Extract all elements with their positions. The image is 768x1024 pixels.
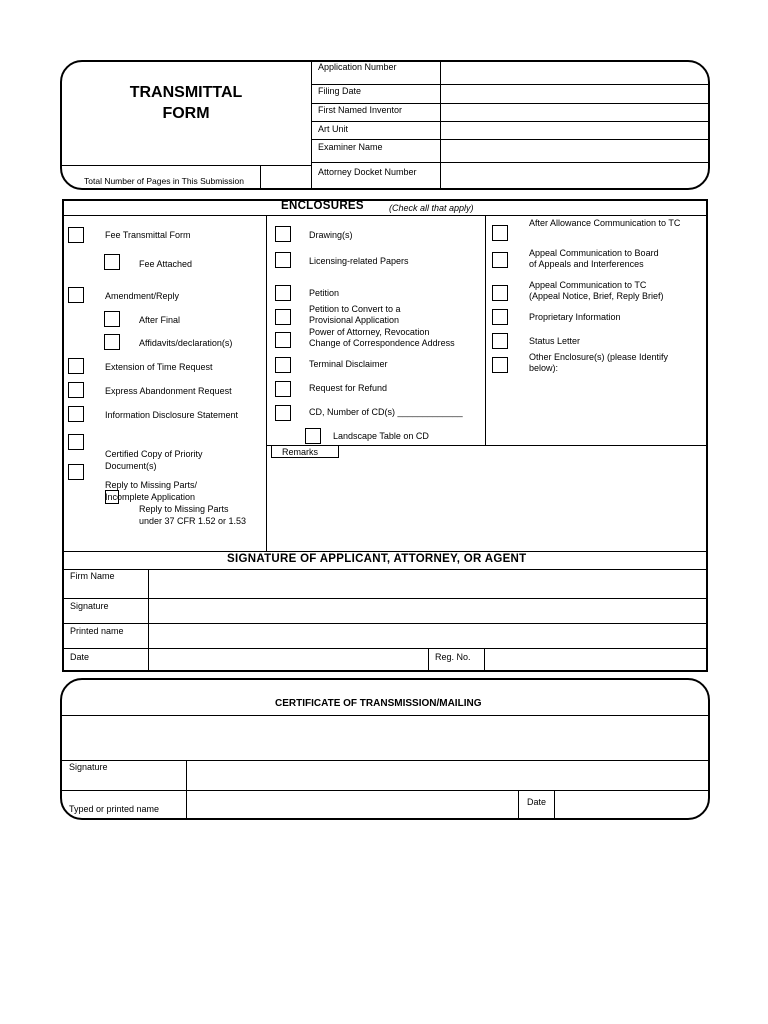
remarks-label: Remarks [282, 447, 319, 457]
appeals-interferences-label: of Appeals and Interferences [529, 259, 644, 269]
first-inventor-label: First Named Inventor [318, 105, 403, 115]
fee-attached-label: Fee Attached [139, 259, 193, 269]
reply-missing-parts-label: Reply to Missing Parts/ [105, 480, 198, 490]
cert-typed-name-input[interactable] [188, 792, 516, 818]
certified-copy-label: Certified Copy of Priority [105, 449, 203, 459]
cert-label-divider [186, 761, 187, 819]
terminal-disclaimer-checkbox[interactable] [275, 357, 291, 373]
header-vdivider [311, 61, 312, 189]
reg-no-input[interactable] [486, 650, 706, 669]
header-hline [312, 103, 708, 104]
certificate-title: CERTIFICATE OF TRANSMISSION/MAILING [275, 698, 482, 709]
cert-typed-name-label: Typed or printed name [69, 804, 160, 814]
after-allowance-label: After Allowance Communication to TC [529, 218, 681, 228]
signature-input[interactable] [150, 600, 706, 622]
printed-name-label: Printed name [70, 626, 124, 636]
firm-name-input[interactable] [150, 571, 706, 597]
cert-date-divider [518, 791, 519, 819]
sig-row-line [63, 623, 707, 624]
licensing-label: Licensing-related Papers [309, 256, 409, 266]
affidavits-checkbox[interactable] [104, 334, 120, 350]
appeal-tc-label: Appeal Communication to TC [529, 280, 647, 290]
application-number-label: Application Number [318, 62, 397, 72]
filing-date-value[interactable] [446, 87, 704, 101]
certified-copy-label-2: Document(s) [105, 461, 157, 471]
art-unit-value[interactable] [446, 124, 704, 138]
cert-signature-label: Signature [69, 762, 108, 772]
examiner-name-label: Examiner Name [318, 142, 383, 152]
appeal-board-checkbox[interactable] [492, 252, 508, 268]
enclosures-subtitle: (Check all that apply) [389, 203, 474, 213]
other-enclosure-checkbox[interactable] [492, 357, 508, 373]
printed-name-input[interactable] [150, 625, 706, 647]
other-enclosure-label: Other Enclosure(s) (please Identify [529, 352, 669, 362]
enc-col-divider [266, 216, 267, 552]
enclosures-title: ENCLOSURES [281, 200, 364, 212]
firm-name-label: Firm Name [70, 571, 115, 581]
cert-title-line [61, 715, 708, 716]
petition-convert-checkbox[interactable] [275, 309, 291, 325]
header-hline [312, 162, 708, 163]
proprietary-checkbox[interactable] [492, 309, 508, 325]
reg-divider-2 [484, 649, 485, 670]
after-final-checkbox[interactable] [104, 311, 120, 327]
terminal-disclaimer-label: Terminal Disclaimer [309, 359, 388, 369]
sig-row-line [63, 598, 707, 599]
landscape-table-label: Landscape Table on CD [333, 431, 429, 441]
appeal-tc-checkbox[interactable] [492, 285, 508, 301]
date-input[interactable] [150, 650, 427, 669]
total-pages-label: Total Number of Pages in This Submission [84, 176, 245, 186]
header-vdivider-2 [440, 61, 441, 189]
cert-date-input[interactable] [556, 792, 706, 818]
fee-transmittal-label: Fee Transmittal Form [105, 230, 191, 240]
incomplete-application-label: Incomplete Application [105, 492, 196, 502]
examiner-name-value[interactable] [446, 144, 704, 158]
certified-copy-checkbox-2[interactable] [68, 464, 84, 480]
other-enclosure-below-label: below): [529, 363, 559, 373]
cert-date-divider-2 [554, 791, 555, 819]
reply-missing-parts-2-label: Reply to Missing Parts [139, 504, 229, 514]
power-of-attorney-label: Power of Attorney, Revocation [309, 327, 430, 337]
application-number-value[interactable] [446, 66, 704, 80]
appeal-board-label: Appeal Communication to Board [529, 248, 659, 258]
drawings-label: Drawing(s) [309, 230, 353, 240]
art-unit-label: Art Unit [318, 124, 349, 134]
first-inventor-value[interactable] [446, 106, 704, 120]
sig-section-line [63, 551, 707, 552]
express-abandonment-checkbox[interactable] [68, 382, 84, 398]
request-refund-checkbox[interactable] [275, 381, 291, 397]
licensing-checkbox[interactable] [275, 252, 291, 268]
header-hline [312, 84, 708, 85]
pages-box-divider [260, 165, 261, 189]
date-label: Date [70, 652, 90, 662]
petition-label: Petition [309, 288, 340, 298]
cert-row-line [61, 790, 708, 791]
petition-checkbox[interactable] [275, 285, 291, 301]
extension-of-time-checkbox[interactable] [68, 358, 84, 374]
landscape-table-checkbox[interactable] [305, 428, 321, 444]
status-letter-checkbox[interactable] [492, 333, 508, 349]
docket-number-value[interactable] [446, 168, 696, 182]
cert-signature-input[interactable] [188, 762, 706, 789]
signature-section-title: SIGNATURE OF APPLICANT, ATTORNEY, OR AGENT [227, 553, 527, 565]
sig-label-divider [148, 570, 149, 670]
provisional-application-label: Provisional Application [309, 315, 400, 325]
information-disclosure-checkbox[interactable] [68, 406, 84, 422]
status-letter-label: Status Letter [529, 336, 581, 346]
enc-col-divider [485, 216, 486, 446]
request-refund-label: Request for Refund [309, 383, 388, 393]
sig-row-line [63, 648, 707, 649]
cd-checkbox[interactable] [275, 405, 291, 421]
amendment-reply-checkbox[interactable] [68, 287, 84, 303]
cfr-label: under 37 CFR 1.52 or 1.53 [139, 516, 247, 526]
information-disclosure-label: Information Disclosure Statement [105, 410, 239, 420]
cd-number-label: CD, Number of CD(s) _____________ [309, 407, 463, 417]
form-title-line2: FORM [162, 105, 210, 122]
docket-number-label: Attorney Docket Number [318, 167, 417, 177]
fee-attached-checkbox[interactable] [104, 254, 120, 270]
fee-transmittal-checkbox[interactable] [68, 227, 84, 243]
amendment-reply-label: Amendment/Reply [105, 291, 180, 301]
change-correspondence-label: Change of Correspondence Address [309, 338, 455, 348]
power-of-attorney-checkbox[interactable] [275, 332, 291, 348]
enclosures-title-line [63, 215, 707, 216]
cert-date-label: Date [527, 797, 547, 807]
express-abandonment-label: Express Abandonment Request [105, 386, 232, 396]
form-title-line1: TRANSMITTAL [129, 84, 243, 101]
header-hline [312, 139, 708, 140]
certified-copy-checkbox[interactable] [68, 434, 84, 450]
reg-divider [428, 649, 429, 670]
remarks-area[interactable] [268, 460, 706, 550]
after-allowance-checkbox[interactable] [492, 225, 508, 241]
filing-date-label: Filing Date [318, 86, 362, 96]
total-pages-input[interactable] [262, 167, 310, 187]
affidavits-label: Affidavits/declaration(s) [139, 338, 233, 348]
extension-of-time-label: Extension of Time Request [105, 362, 213, 372]
proprietary-label: Proprietary Information [529, 312, 621, 322]
cert-row-line [61, 760, 708, 761]
after-final-label: After Final [139, 315, 181, 325]
pages-row-line [62, 165, 312, 166]
sig-title-line [63, 569, 707, 570]
reg-no-label: Reg. No. [435, 652, 471, 662]
appeal-notice-label: (Appeal Notice, Brief, Reply Brief) [529, 291, 664, 301]
petition-convert-label: Petition to Convert to a [309, 304, 401, 314]
drawings-checkbox[interactable] [275, 226, 291, 242]
header-hline [312, 121, 708, 122]
signature-label: Signature [70, 601, 109, 611]
